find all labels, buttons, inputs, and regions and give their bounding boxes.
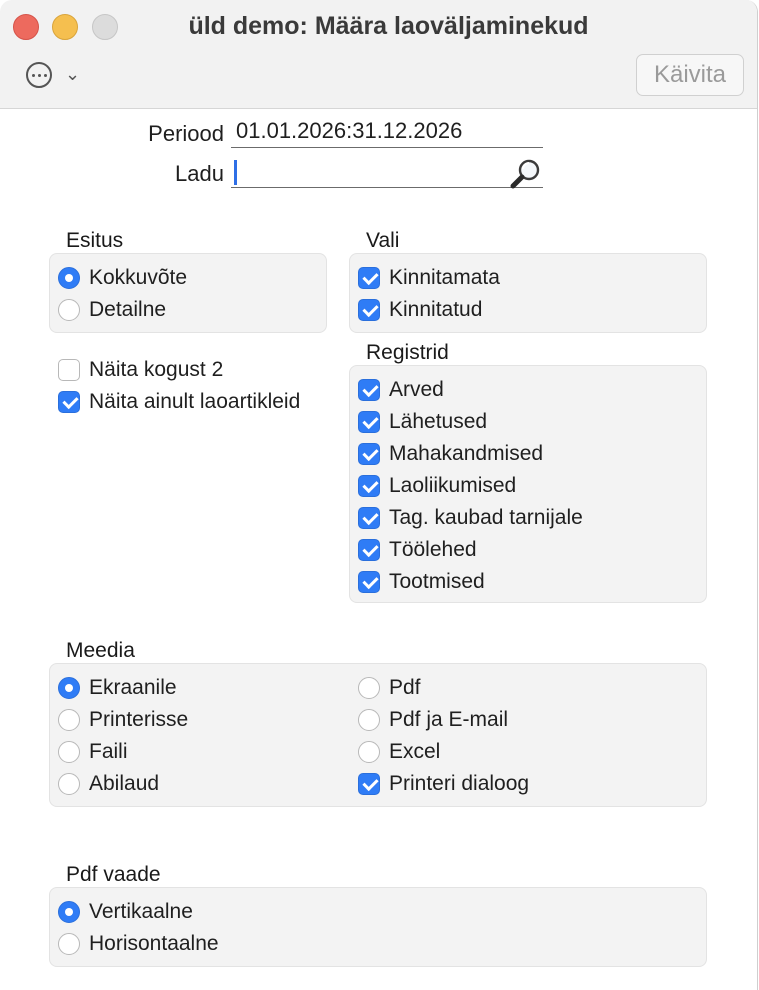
checkbox[interactable]: [358, 267, 380, 289]
option-label: Detailne: [89, 298, 167, 321]
option-label: Mahakandmised: [389, 442, 544, 465]
text-cursor: [234, 160, 237, 185]
option-label: Arved: [389, 378, 444, 401]
checkbox[interactable]: [358, 411, 380, 433]
radio-button[interactable]: [58, 933, 80, 955]
registrid-option[interactable]: [358, 538, 477, 562]
option-label: Printerisse: [89, 708, 189, 731]
checkbox[interactable]: [358, 475, 380, 497]
checkbox[interactable]: [358, 443, 380, 465]
registrid-option[interactable]: [358, 410, 487, 434]
checkbox[interactable]: [58, 391, 80, 413]
meedia-option[interactable]: [58, 708, 188, 732]
radio-button[interactable]: [58, 773, 80, 795]
option-label: Näita ainult laoartikleid: [89, 390, 301, 413]
meedia-option[interactable]: [58, 740, 128, 764]
radio-button[interactable]: [58, 299, 80, 321]
printer-dialog-option[interactable]: [358, 772, 529, 796]
pdf-vaade-option[interactable]: [58, 900, 193, 924]
period-input[interactable]: 01.01.2026:31.12.2026: [231, 118, 543, 148]
radio-button[interactable]: [358, 741, 380, 763]
stock-items-only-option[interactable]: [58, 390, 300, 414]
warehouse-label: Ladu: [175, 161, 224, 186]
registrid-title: Registrid: [366, 341, 449, 364]
vali-option[interactable]: [358, 266, 500, 290]
option-label: Vertikaalne: [89, 900, 193, 923]
meedia-option[interactable]: [58, 772, 159, 796]
checkbox[interactable]: [358, 539, 380, 561]
esitus-option[interactable]: [58, 266, 187, 290]
registrid-option[interactable]: [358, 506, 583, 530]
warehouse-input[interactable]: [231, 158, 543, 188]
checkbox[interactable]: [358, 507, 380, 529]
option-label: Kinnitamata: [389, 266, 500, 289]
radio-button[interactable]: [358, 677, 380, 699]
radio-button[interactable]: [58, 677, 80, 699]
registrid-option[interactable]: [358, 570, 485, 594]
registrid-option[interactable]: [358, 474, 516, 498]
meedia-title: Meedia: [66, 639, 135, 662]
meedia-option[interactable]: [358, 708, 508, 732]
checkbox[interactable]: [358, 571, 380, 593]
checkbox[interactable]: [58, 359, 80, 381]
option-label: Tootmised: [389, 570, 485, 593]
pdf-vaade-title: Pdf vaade: [66, 863, 161, 886]
meedia-option[interactable]: [358, 740, 440, 764]
option-label: Laoliikumised: [389, 474, 517, 497]
registrid-option[interactable]: [358, 378, 444, 402]
option-label: Pdf: [389, 676, 421, 699]
vali-title: Vali: [366, 229, 400, 252]
radio-button[interactable]: [358, 709, 380, 731]
ellipsis-circle-icon[interactable]: [26, 62, 52, 88]
vali-option[interactable]: [358, 298, 482, 322]
option-label: Ekraanile: [89, 676, 177, 699]
esitus-option[interactable]: [58, 298, 166, 322]
checkbox[interactable]: [358, 299, 380, 321]
option-label: Töölehed: [389, 538, 477, 561]
option-label: Tag. kaubad tarnijale: [389, 506, 583, 529]
radio-button[interactable]: [58, 741, 80, 763]
option-label: Horisontaalne: [89, 932, 219, 955]
radio-button[interactable]: [58, 901, 80, 923]
chevron-down-icon[interactable]: ⌄: [65, 64, 81, 84]
radio-button[interactable]: [58, 267, 80, 289]
option-label: Abilaud: [89, 772, 160, 795]
option-label: Excel: [389, 740, 441, 763]
option-label: Kokkuvõte: [89, 266, 188, 289]
period-label: Periood: [148, 121, 224, 146]
show-quantity2-option[interactable]: [58, 358, 223, 382]
title-bar: [0, 0, 757, 109]
esitus-title: Esitus: [66, 229, 124, 252]
option-label: Faili: [89, 740, 128, 763]
option-label: Printeri dialoog: [389, 772, 530, 795]
checkbox[interactable]: [358, 379, 380, 401]
run-button[interactable]: Käivita: [636, 54, 744, 96]
window-title: üld demo: Määra laoväljaminekud: [188, 12, 589, 40]
option-label: Lähetused: [389, 410, 488, 433]
radio-button[interactable]: [58, 709, 80, 731]
pdf-vaade-option[interactable]: [58, 932, 219, 956]
meedia-option[interactable]: [58, 676, 177, 700]
meedia-option[interactable]: [358, 676, 421, 700]
registrid-option[interactable]: [358, 442, 543, 466]
option-label: Pdf ja E-mail: [389, 708, 509, 731]
option-label: Näita kogust 2: [89, 358, 224, 381]
checkbox[interactable]: [358, 773, 380, 795]
magnifier-icon[interactable]: [508, 156, 544, 192]
option-label: Kinnitatud: [389, 298, 483, 321]
